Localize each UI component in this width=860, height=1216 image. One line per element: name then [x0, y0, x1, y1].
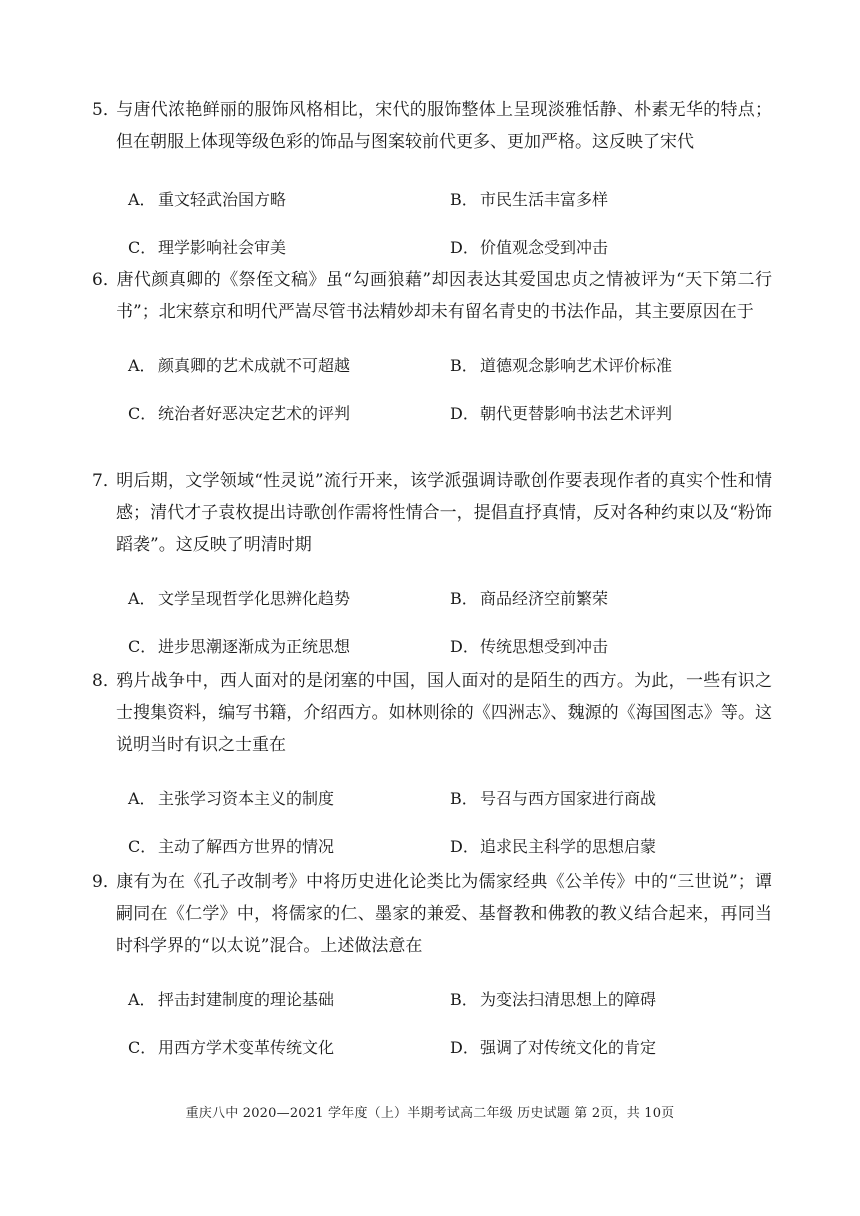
answer-options	[92, 340, 772, 436]
question-number: 6．	[92, 270, 120, 290]
question-number: 5．	[92, 100, 120, 120]
question-9	[92, 866, 772, 1070]
option-a[interactable]: A． 文学呈现哲学化思辨化趋势	[128, 588, 351, 608]
question-stem	[92, 465, 772, 561]
question-text: 鸦片战争中，西人面对的是闭塞的中国，国人面对的是陌生的西方。为此，一些有识之士搜集资料，编写书籍，介绍西方。如林则徐的《四洲志》、魏源的《海国图志》等。这说明当时有识之士重在	[116, 671, 772, 755]
answer-options	[92, 773, 772, 869]
question-text: 康有为在《孔子改制考》中将历史进化论类比为儒家经典《公羊传》中的“三世说”；谭嗣同在《仁学》中，将儒家的仁、墨家的兼爱、基督教和佛教的教义结合起来，再同当时科学界的“以太说”混合。上述做法意在	[116, 872, 772, 956]
question-stem	[92, 94, 772, 158]
option-c[interactable]: C． 进步思潮逐渐成为正统思想	[128, 636, 351, 656]
option-a[interactable]: A． 颜真卿的艺术成就不可超越	[128, 355, 351, 375]
option-b[interactable]: B． 号召与西方国家进行商战	[450, 788, 657, 808]
question-number: 7．	[92, 471, 120, 491]
question-5	[92, 94, 772, 270]
option-c[interactable]: C． 理学影响社会审美	[128, 237, 287, 257]
option-a[interactable]: A． 重文轻武治国方略	[128, 189, 287, 209]
question-text: 明后期，文学领域“性灵说”流行开来，该学派强调诗歌创作要表现作者的真实个性和情感；清代才子袁枚提出诗歌创作需将性情合一，提倡直抒真情，反对各种约束以及“粉饰蹈袭”。这反映了明清时期	[116, 471, 772, 555]
option-d[interactable]: D．价值观念受到冲击	[450, 237, 609, 257]
question-6	[92, 264, 772, 436]
option-b[interactable]: B． 商品经济空前繁荣	[450, 588, 609, 608]
answer-options	[92, 174, 772, 270]
question-8	[92, 665, 772, 869]
question-number: 8．	[92, 671, 120, 691]
question-text: 与唐代浓艳鲜丽的服饰风格相比，宋代的服饰整体上呈现淡雅恬静、朴素无华的特点；但在朝服上体现等级色彩的饰品与图案较前代更多、更加严格。这反映了宋代	[116, 100, 772, 152]
option-b[interactable]: B． 市民生活丰富多样	[450, 189, 609, 209]
option-c[interactable]: C． 主动了解西方世界的情况	[128, 836, 335, 856]
option-c[interactable]: C． 用西方学术变革传统文化	[128, 1037, 335, 1057]
option-a[interactable]: A． 抨击封建制度的理论基础	[128, 989, 335, 1009]
question-stem	[92, 665, 772, 761]
option-b[interactable]: B． 为变法扫清思想上的障碍	[450, 989, 657, 1009]
option-b[interactable]: B． 道德观念影响艺术评价标准	[450, 355, 673, 375]
option-c[interactable]: C． 统治者好恶决定艺术的评判	[128, 403, 351, 423]
option-d[interactable]: D．强调了对传统文化的肯定	[450, 1037, 657, 1057]
question-7	[92, 465, 772, 669]
option-d[interactable]: D．朝代更替影响书法艺术评判	[450, 403, 673, 423]
option-d[interactable]: D．追求民主科学的思想启蒙	[450, 836, 657, 856]
question-stem	[92, 866, 772, 962]
option-d[interactable]: D．传统思想受到冲击	[450, 636, 609, 656]
option-a[interactable]: A． 主张学习资本主义的制度	[128, 788, 335, 808]
question-text: 唐代颜真卿的《祭侄文稿》虽“勾画狼藉”却因表达其爱国忠贞之情被评为“天下第二行书”；北宋蔡京和明代严嵩尽管书法精妙却未有留名青史的书法作品，其主要原因在于	[116, 270, 772, 322]
question-number: 9．	[92, 872, 120, 892]
answer-options	[92, 974, 772, 1070]
page-footer: 重庆八中 2020—2021 学年度（上）半期考试高二年级 历史试题 第 2页，共 10页	[185, 1106, 675, 1121]
question-stem	[92, 264, 772, 328]
answer-options	[92, 573, 772, 669]
